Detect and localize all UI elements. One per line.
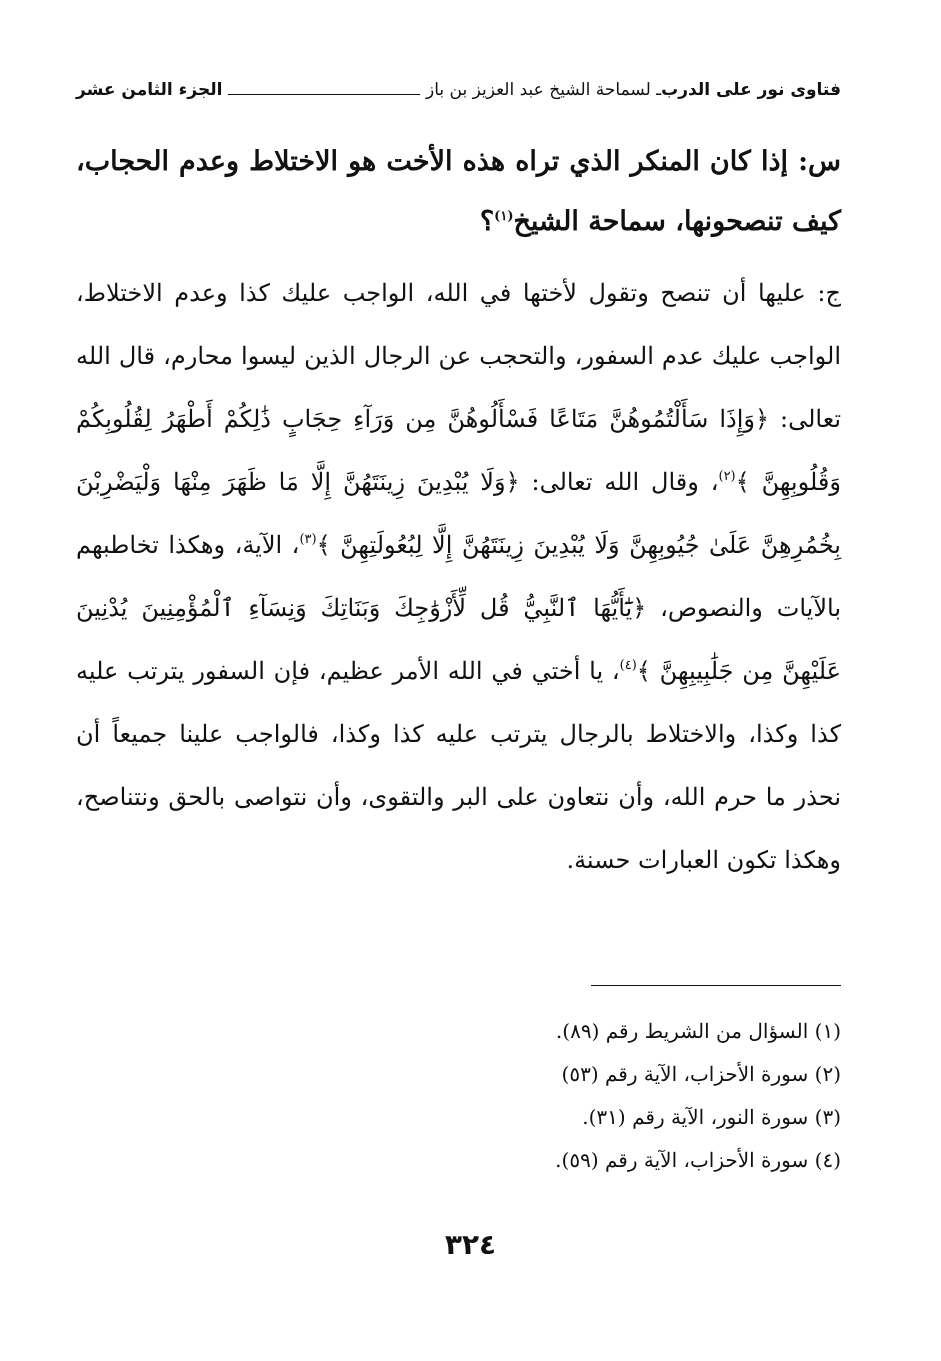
question-mark: ؟ [479, 206, 495, 237]
book-title: فتاوى نور على الدرب [661, 80, 841, 100]
footnote-ref-2: (٢) [718, 469, 736, 484]
quran-close-bracket-2: ﴾ [316, 531, 331, 559]
footnote-item-1: (١) السؤال من الشريط رقم (٨٩). [555, 1019, 841, 1043]
quran-verse-2: وَلَا يُبْدِينَ زِينَتَهُنَّ إِلَّا مَا ظَهَرَ مِنْهَا وَلْيَضْرِبْنَ بِخُمُرِهِنَّ عَلَىٰ جُيُوبِهِنَّ وَلَا يُبْدِينَ زِينَتَهُنَّ إِلَّا لِبُعُولَتِهِنَّ [76, 468, 841, 559]
quran-verse-3: يَٰٓأَيُّهَا ٱلنَّبِيُّ قُل لِّأَزْوَٰجِكَ وَبَنَاتِكَ وَنِسَآءِ ٱلْمُؤْمِنِينَ يُدْنِينَ عَلَيْهِنَّ مِن جَلَٰبِيبِهِنَّ [76, 594, 841, 685]
footnote-item-3: (٣) سورة النور، الآية رقم (٣١). [582, 1105, 841, 1129]
quran-verse-1: وَإِذَا سَأَلْتُمُوهُنَّ مَتَاعًا فَسْأَلُوهُنَّ مِن وَرَآءِ حِجَابٍ ذَٰلِكُمْ أَطْهَرُ لِقُلُوبِكُمْ وَقُلُوبِهِنَّ [76, 405, 841, 496]
answer-text-1: ج: عليها أن تنصح وتقول لأختها في الله، الواجب عليك كذا وعدم الاختلاط، الواجب عليك عدم السفور، والتحجب عن الرجال الذين ليسوا محارم، قال الله تعالى: [76, 279, 841, 433]
page-number: ٣٢٤ [444, 1228, 497, 1261]
footnote-item-2: (٢) سورة الأحزاب، الآية رقم (٥٣) [561, 1062, 841, 1086]
header-right [426, 72, 841, 108]
footnote-ref-3: (٣) [299, 532, 317, 547]
running-header [76, 72, 841, 108]
quran-open-bracket-2: ﴿ [505, 468, 520, 496]
question-paragraph [76, 132, 841, 252]
quran-close-bracket-1: ﴾ [735, 468, 750, 496]
footnote-item-4: (٤) سورة الأحزاب، الآية رقم (٥٩). [555, 1148, 841, 1172]
quran-open-bracket-1: ﴿ [754, 405, 770, 433]
quran-open-bracket-3: ﴿ [632, 594, 647, 622]
quran-close-bracket-3: ﴾ [636, 657, 651, 685]
main-content [76, 132, 841, 892]
answer-text-2: ، وقال الله تعالى: [519, 468, 719, 496]
book-author: ـ لسماحة الشيخ عبد العزيز بن باز [426, 80, 662, 100]
answer-text-3: ، الآية، وهكذا تخاطبهم بالآيات والنصوص، [76, 531, 842, 622]
header-divider [228, 94, 420, 95]
footnotes-list [101, 1010, 841, 1182]
footnote-separator [591, 985, 841, 986]
volume-part: الجزء الثامن عشر [76, 80, 223, 100]
question-text: س: إذا كان المنكر الذي تراه هذه الأخت هو الاختلاط وعدم الحجاب، كيف تنصحونها، سماحة الشيخ [76, 146, 841, 237]
footnote-ref-4: (٤) [619, 658, 637, 673]
footnote-ref-1: (١) [494, 209, 514, 224]
answer-paragraph [76, 262, 841, 892]
answer-text-4: ، يا أختي في الله الأمر عظيم، فإن السفور يترتب عليه كذا وكذا، والاختلاط بالرجال يترتب عليه كذا وكذا، فالواجب علينا جميعاً أن نحذر ما حرم الله، وأن نتعاون على البر والتقوى، وأن نتواصى بالحق ونتناصح، وهكذا تكون العبارات حسنة. [76, 657, 841, 874]
